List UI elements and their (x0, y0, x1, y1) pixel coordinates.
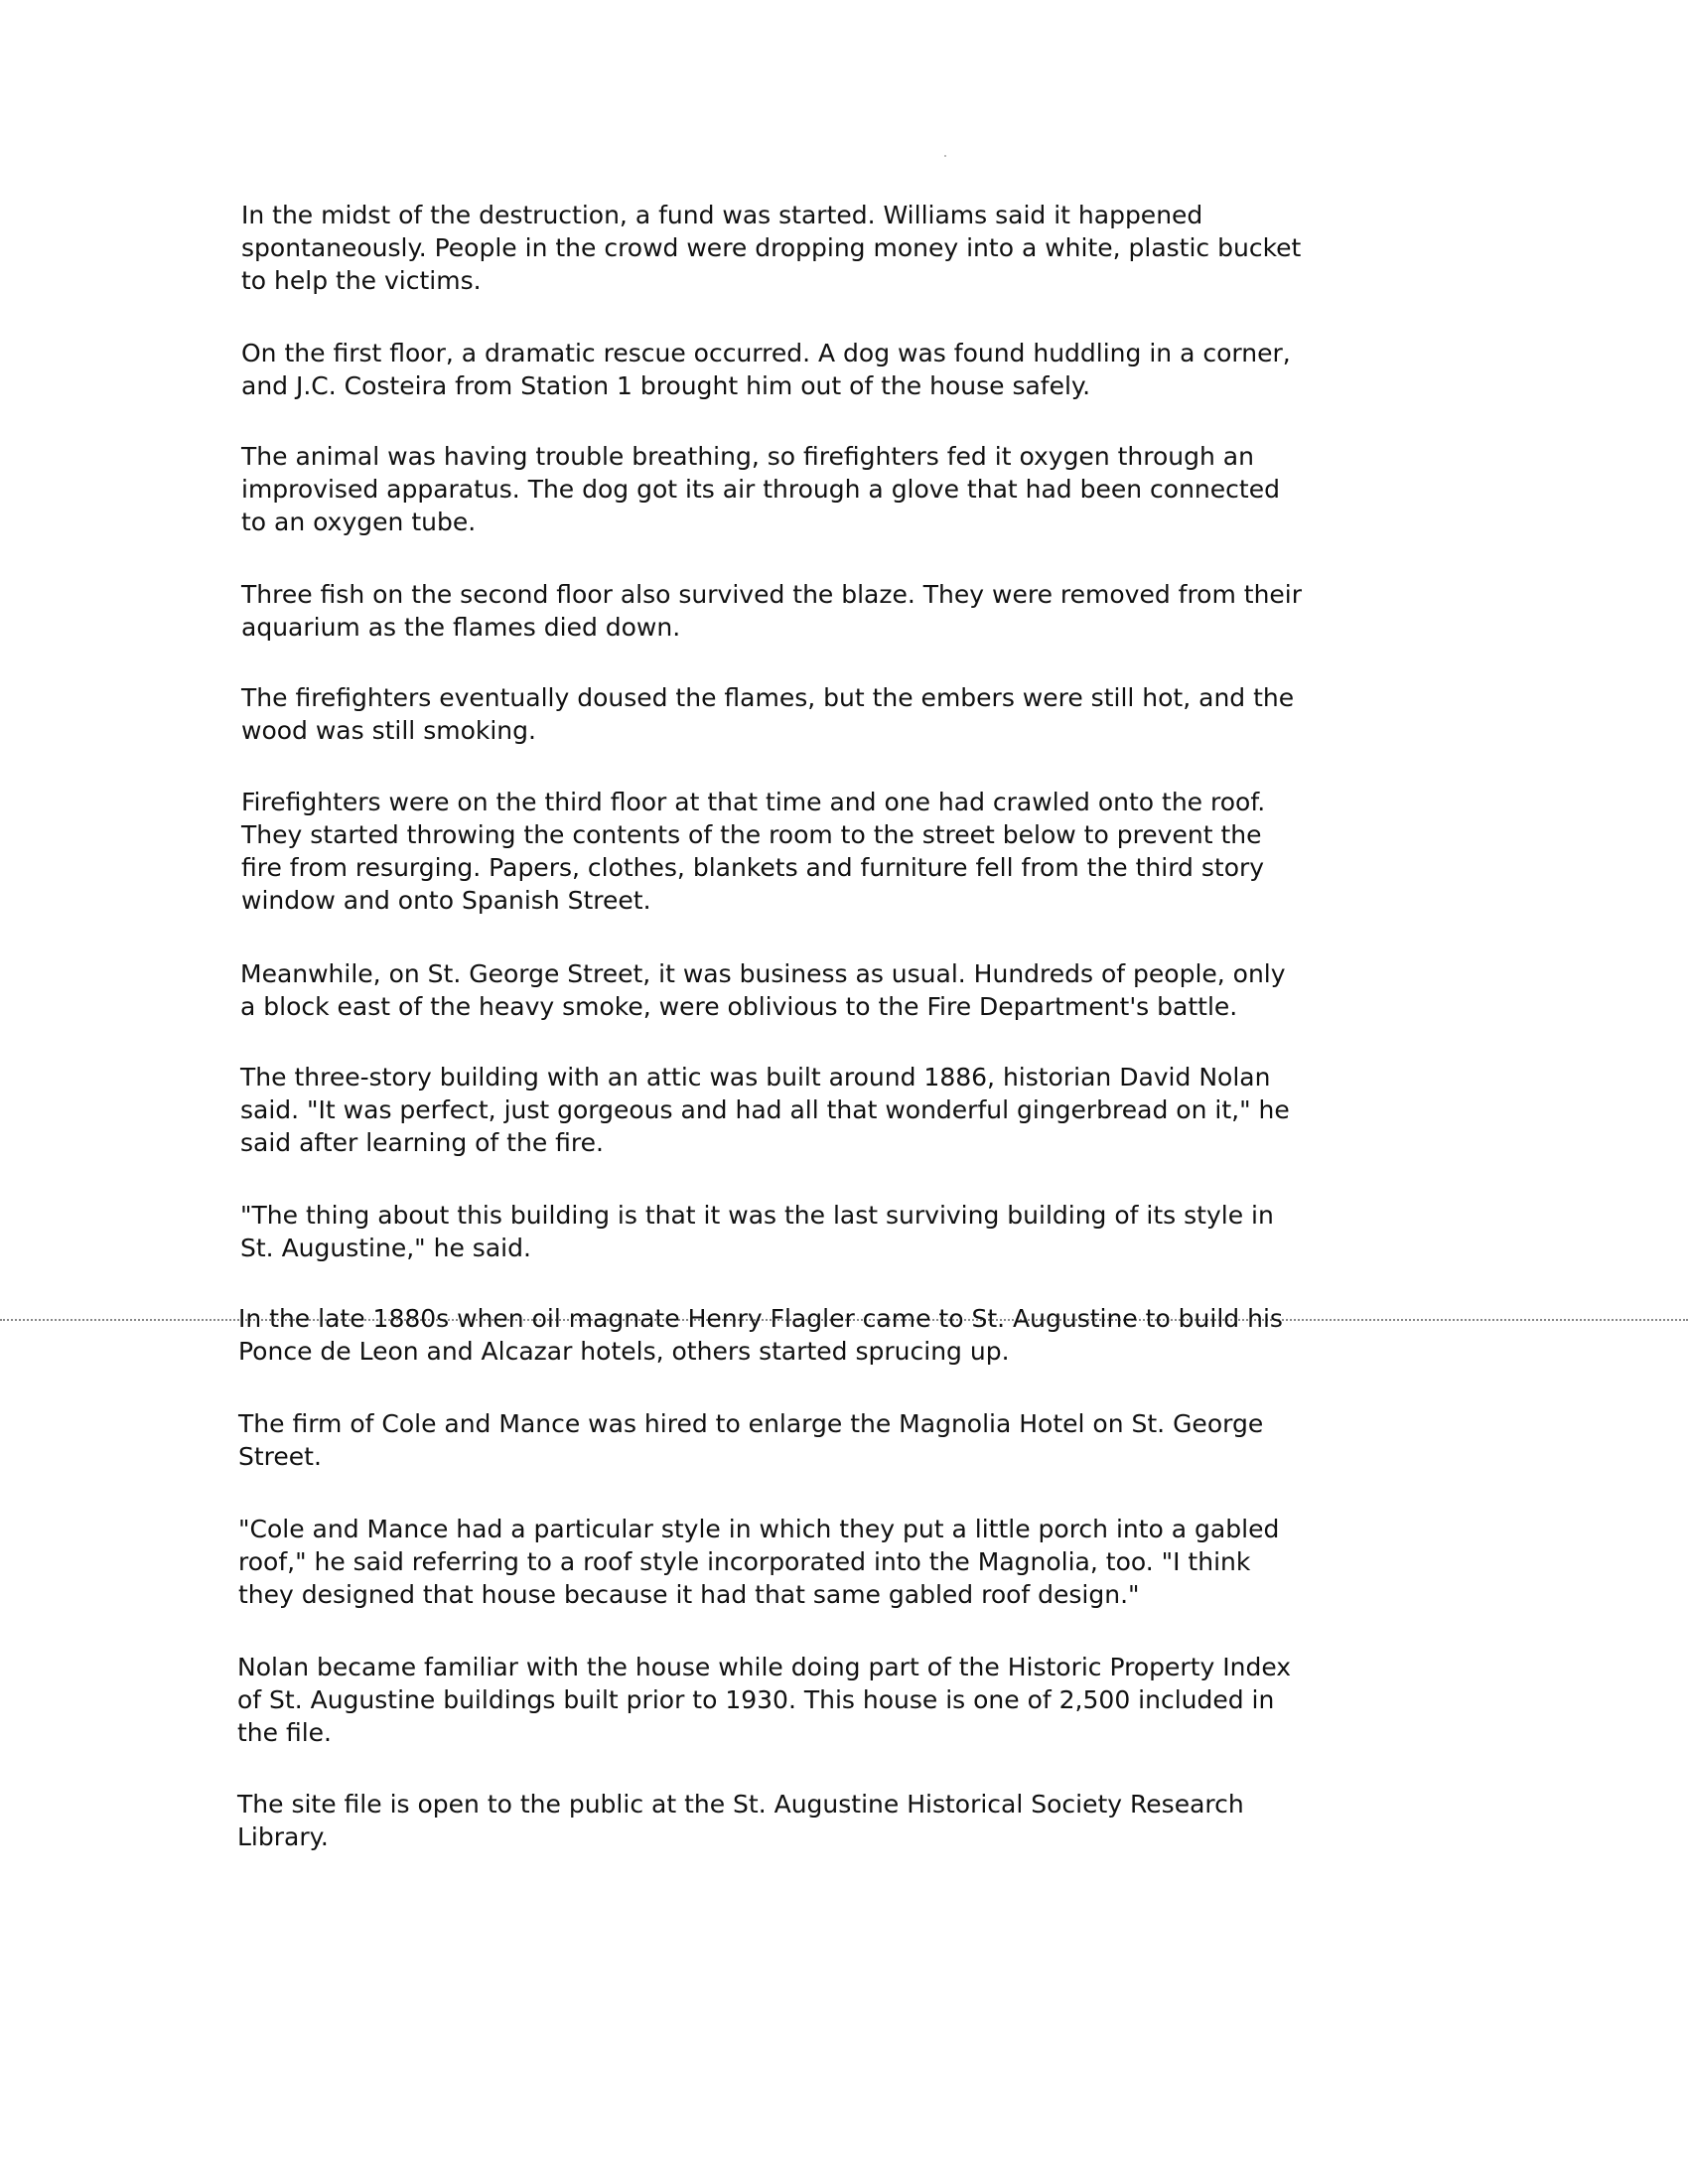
text-line: aquarium as the flames died down. (241, 613, 681, 642)
paragraph (241, 786, 1265, 917)
text-line: to an oxygen tube. (241, 508, 477, 536)
paragraph (241, 199, 1301, 297)
text-line: they designed that house because it had that same gabled roof design." (238, 1580, 1140, 1609)
text-line: On the first floor, a dramatic rescue occurred. A dog was found huddling in a corner, (241, 339, 1291, 367)
text-line: The firm of Cole and Mance was hired to enlarge the Magnolia Hotel on St. George (238, 1409, 1264, 1438)
scan-speck (944, 155, 946, 157)
paragraph (237, 1651, 1291, 1749)
paragraph (241, 337, 1291, 402)
paragraph (240, 1199, 1274, 1264)
text-line: Ponce de Leon and Alcazar hotels, others started sprucing up. (238, 1337, 1010, 1366)
text-line: The three-story building with an attic was built around 1886, historian David Nolan (240, 1063, 1271, 1092)
text-line: The site file is open to the public at the St. Augustine Historical Society Research (237, 1790, 1244, 1819)
text-line: said. "It was perfect, just gorgeous and had all that wonderful gingerbread on it," he (240, 1095, 1290, 1124)
text-line: of St. Augustine buildings built prior to 1930. This house is one of 2,500 included in (237, 1685, 1275, 1714)
text-line: Three fish on the second floor also survived the blaze. They were removed from their (241, 580, 1303, 609)
text-line: and J.C. Costeira from Station 1 brought him out of the house safely. (241, 371, 1091, 400)
text-line: to help the victims. (241, 266, 482, 295)
text-line: a block east of the heavy smoke, were oblivious to the Fire Department's battle. (240, 992, 1238, 1021)
text-line: "The thing about this building is that it was the last surviving building of its style in (240, 1201, 1274, 1230)
text-line: In the midst of the destruction, a fund was started. Williams said it happened (241, 201, 1203, 229)
text-line: Firefighters were on the third floor at that time and one had crawled onto the roof. (241, 788, 1266, 816)
text-line: spontaneously. People in the crowd were dropping money into a white, plastic bucket (241, 233, 1302, 262)
paragraph (238, 1407, 1263, 1473)
text-line: Street. (238, 1442, 322, 1471)
text-line: fire from resurging. Papers, clothes, blankets and furniture fell from the third story (241, 853, 1265, 882)
text-line: the file. (237, 1718, 332, 1747)
paragraph (237, 1788, 1244, 1853)
text-line: The animal was having trouble breathing, so firefighters fed it oxygen through an (241, 442, 1254, 471)
paragraph (241, 681, 1294, 747)
text-line: In the late 1880s when oil magnate Henry Flagler came to St. Augustine to build his (238, 1304, 1283, 1333)
text-line: improvised apparatus. The dog got its air through a glove that had been connected (241, 475, 1280, 504)
paragraph (238, 1302, 1283, 1368)
text-line: window and onto Spanish Street. (241, 886, 651, 915)
paragraph (240, 957, 1286, 1023)
text-line: wood was still smoking. (241, 716, 536, 745)
text-line: roof," he said referring to a roof style incorporated into the Magnolia, too. "I think (238, 1547, 1251, 1576)
text-line: St. Augustine," he said. (240, 1234, 531, 1262)
paragraph (240, 1061, 1290, 1159)
paragraph (238, 1513, 1279, 1611)
paragraph (241, 440, 1280, 538)
text-line: said after learning of the fire. (240, 1128, 604, 1157)
text-line: Nolan became familiar with the house while doing part of the Historic Property Index (237, 1653, 1292, 1681)
text-line: They started throwing the contents of the room to the street below to prevent the (241, 820, 1262, 849)
text-line: Library. (237, 1822, 329, 1851)
text-line: Meanwhile, on St. George Street, it was business as usual. Hundreds of people, only (240, 959, 1286, 988)
text-line: "Cole and Mance had a particular style in which they put a little porch into a gabled (238, 1515, 1280, 1543)
text-line: The firefighters eventually doused the flames, but the embers were still hot, and the (241, 683, 1295, 712)
paragraph (241, 578, 1302, 644)
